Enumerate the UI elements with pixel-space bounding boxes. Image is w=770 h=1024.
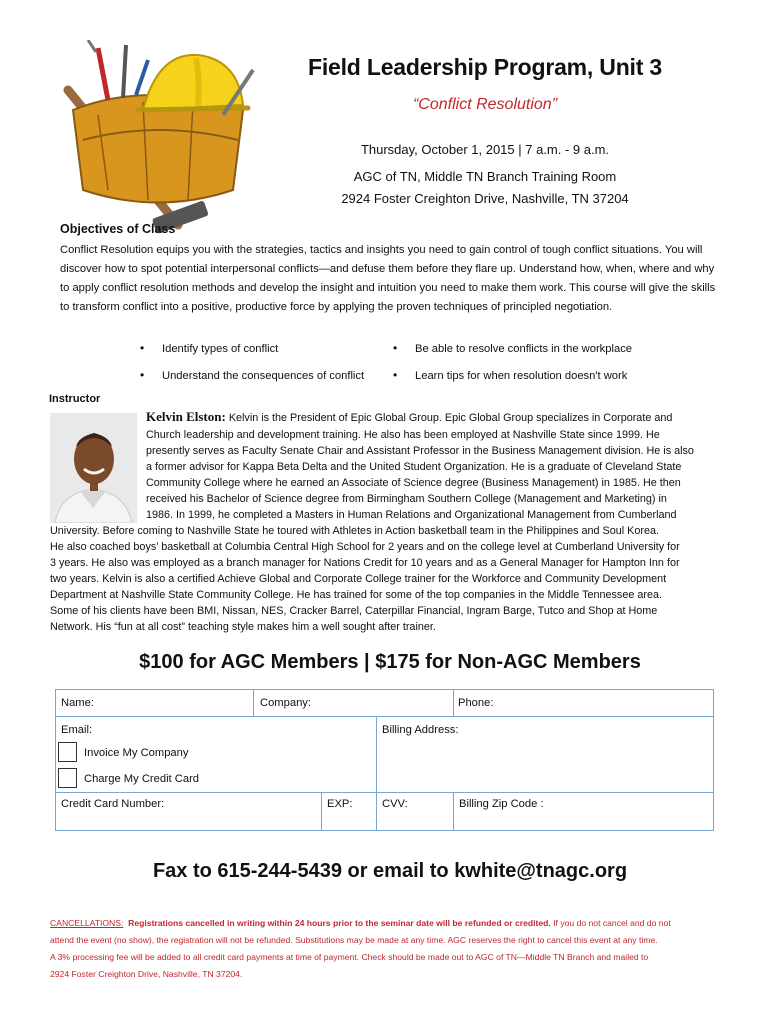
charge-credit-card-label: Charge My Credit Card [84,773,200,785]
objective-text: Understand the consequences of conflict [162,370,365,382]
page-subtitle: “Conflict Resolution” [412,96,558,113]
instructor-bio-line: Community College where he earned an Associate of Science degree (Business Management) in 1985. He then [146,477,681,489]
event-date-time: Thursday, October 1, 2015 | 7 a.m. - 9 a.m. [360,142,610,157]
instructor-bio-line: University. Before coming to Nashville State he toured with Athletes in Action basketball team in the Philippines and Soul Korea. [50,525,659,537]
cancellation-line: attend the event (no show), the registration will not be refunded. Substitutions may be made at any time. AGC reserves the right to cancel this event at any time. [50,935,658,945]
instructor-bio-line [146,409,672,426]
instructor-bio-text: Kelvin is the President of Epic Global Group. Epic Global Group specializes in Corporate and [225,412,673,424]
invoice-company-label: Invoice My Company [84,747,189,759]
instructor-bio-line: a former advisor for Kappa Beta Delta and the United Student Organization. He is a graduate of Cleveland State [146,461,682,473]
instructor-bio-line: Department at Nashville State Community College. He has trained for some of the top companies in the Middle Tennessee area. [50,589,662,601]
instructor-heading: Instructor [49,393,101,405]
registration-form [55,689,714,831]
objective-text: Identify types of conflict [162,343,279,355]
instructor-bio-line: two years. Kelvin is also a certified Achieve Global and Corporate College trainer for the Workforce and Community Development [50,573,667,585]
cancellation-line: A 3% processing fee will be added to all credit card payments at time of payment. Check should be made out to AGC of TN—Middle TN Branch and mailed to [50,952,649,962]
objectives-heading: Objectives of Class [60,222,176,236]
event-address: 2924 Foster Creighton Drive, Nashville, TN 37204 [341,191,629,206]
instructor-name: Kelvin Elston: [146,409,226,424]
phone-field[interactable]: Phone: [458,697,494,709]
credit-card-number-field[interactable]: Credit Card Number: [61,798,165,810]
instructor-bio-line: Some of his clients have been BMI, Nissan, NES, Cracker Barrel, Caterpillar Financial, Ingram Barge, Tutco and Shop at Home [50,605,658,617]
objective-text: Be able to resolve conflicts in the workplace [415,343,633,355]
pricing-line: $100 for AGC Members | $175 for Non-AGC Members [139,651,641,673]
bullet-icon: • [140,368,145,382]
objectives-description: Conflict Resolution equips you with the strategies, tactics and insights you need to gain control of tough conflict situations. You will discover how to spot potential interpersonal conflicts—and defuse them before they flare up. Understand how, when, where and why to apply conflict resolution methods and develop the insight and intuition you need to make them work. This course will give the skills to transform conflict into a positive, productive force by applying the proven techniques of principled negotiation. [60,244,716,313]
billing-zip-field[interactable]: Billing Zip Code : [459,798,544,810]
instructor-bio-line: presently serves as Faculty Senate Chair and Assistant Professor in the Business Management division. He is also [146,445,694,457]
company-field[interactable]: Company: [260,697,311,709]
objective-bullet [140,341,278,355]
cancellation-line [50,915,725,932]
exp-field[interactable]: EXP: [327,798,353,810]
email-field[interactable]: Email: [61,724,93,736]
fax-email-contact: Fax to 615-244-5439 or email to kwhite@tnagc.org [152,860,628,882]
instructor-photo [50,413,137,523]
objective-text: Learn tips for when resolution doesn't work [415,370,628,382]
cancellation-label: CANCELLATIONS: [50,918,124,928]
event-venue: AGC of TN, Middle TN Branch Training Room [353,169,617,184]
page-title: Field Leadership Program, Unit 3 [307,54,662,80]
charge-credit-card-checkbox[interactable] [58,768,77,788]
cancellation-text: If you do not cancel and do not [550,918,671,928]
bullet-icon: • [140,341,145,355]
invoice-company-checkbox[interactable] [58,742,77,762]
billing-address-field[interactable]: Billing Address: [382,724,459,736]
cancellation-refund-rule: Registrations cancelled in writing within 24 hours prior to the seminar date will be refunded or credited. [128,918,551,928]
objective-bullet [393,368,627,382]
instructor-bio-line: received his Bachelor of Science degree from Birmingham Southern College (Management and Marketing) in [146,493,667,505]
instructor-bio-line: 1986. In 1999, he completed a Masters in Human Relations and Organizational Management from Cumberland [146,509,677,521]
bullet-icon: • [393,341,398,355]
tool-belt-hard-hat-image [48,40,263,240]
instructor-bio-line: He also coached boys’ basketball at Columbia Central High School for 2 years and on the college level at Cumberland University for [50,541,680,553]
bullet-icon: • [393,368,398,382]
instructor-bio-line: Network. His “fun at all cost” teaching style makes him a well sought after trainer. [50,621,436,633]
instructor-bio-line: Church leadership and development training. He also has been employed at Nashville State since 1999. He [146,429,660,441]
cvv-field[interactable]: CVV: [382,798,408,810]
cancellation-policy [50,915,725,983]
objective-bullet [393,341,632,355]
instructor-bio-line: 3 years. He also was employed as a branch manager for Nations Credit for 10 years and as a General Manager for Hampton Inn for [50,557,680,569]
cancellation-line: 2924 Foster Creighton Drive, Nashville, TN 37204. [50,969,243,979]
objective-bullet [140,368,364,382]
name-field[interactable]: Name: [61,697,94,709]
